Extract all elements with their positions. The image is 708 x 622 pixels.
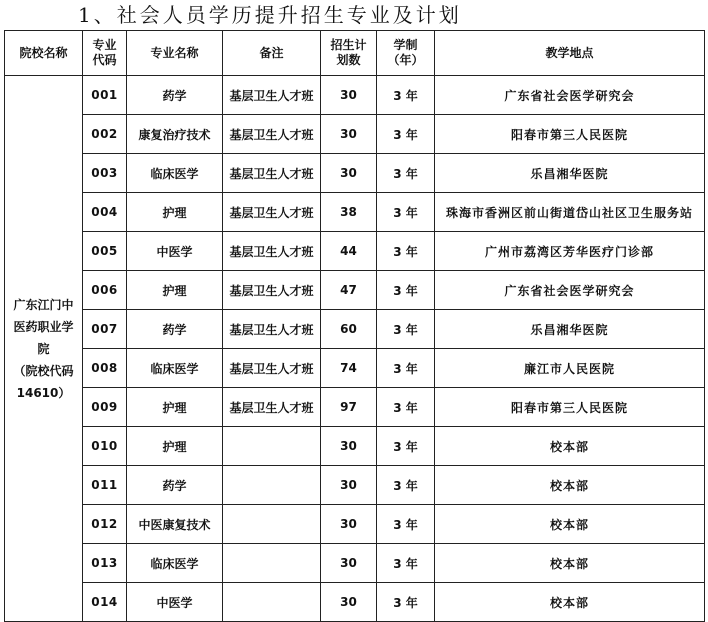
table-row <box>5 232 705 271</box>
major-name-cell: 护理 <box>127 271 223 310</box>
major-code-cell: 014 <box>83 583 127 622</box>
table-row <box>5 271 705 310</box>
location-cell: 乐昌湘华医院 <box>435 154 705 193</box>
header-code: 专业 代码 <box>83 31 127 76</box>
quota-cell: 30 <box>321 466 377 505</box>
note-cell: 基层卫生人才班 <box>223 115 321 154</box>
table-row <box>5 505 705 544</box>
years-cell: 3 年 <box>377 76 435 115</box>
location-cell: 校本部 <box>435 427 705 466</box>
years-cell: 3 年 <box>377 544 435 583</box>
major-code-cell: 002 <box>83 115 127 154</box>
quota-cell: 30 <box>321 76 377 115</box>
table-row <box>5 427 705 466</box>
header-quota: 招生计 划数 <box>321 31 377 76</box>
major-code-cell: 011 <box>83 466 127 505</box>
years-cell: 3 年 <box>377 115 435 154</box>
school-name-line: 广东江门中 <box>13 297 74 312</box>
location-cell: 阳春市第三人民医院 <box>435 115 705 154</box>
note-cell: 基层卫生人才班 <box>223 349 321 388</box>
years-cell: 3 年 <box>377 232 435 271</box>
header-location: 教学地点 <box>435 31 705 76</box>
quota-cell: 44 <box>321 232 377 271</box>
major-code-cell: 001 <box>83 76 127 115</box>
note-cell <box>223 583 321 622</box>
table-header-row <box>5 31 705 76</box>
table-row <box>5 154 705 193</box>
major-code-cell: 007 <box>83 310 127 349</box>
location-cell: 校本部 <box>435 583 705 622</box>
quota-cell: 30 <box>321 427 377 466</box>
years-cell: 3 年 <box>377 349 435 388</box>
major-code-cell: 009 <box>83 388 127 427</box>
major-name-cell: 中医学 <box>127 583 223 622</box>
school-name-line: 医药职业学 <box>13 319 74 334</box>
note-cell <box>223 466 321 505</box>
quota-cell: 74 <box>321 349 377 388</box>
quota-cell: 30 <box>321 583 377 622</box>
years-cell: 3 年 <box>377 388 435 427</box>
note-cell <box>223 505 321 544</box>
table-row <box>5 310 705 349</box>
note-cell: 基层卫生人才班 <box>223 154 321 193</box>
school-name-cell <box>5 76 83 622</box>
location-cell: 廉江市人民医院 <box>435 349 705 388</box>
major-name-cell: 护理 <box>127 427 223 466</box>
major-name-cell: 临床医学 <box>127 544 223 583</box>
major-code-cell: 005 <box>83 232 127 271</box>
note-cell <box>223 427 321 466</box>
location-cell: 广东省社会医学研究会 <box>435 76 705 115</box>
location-cell: 阳春市第三人民医院 <box>435 388 705 427</box>
school-name-line: 14610） <box>16 385 71 400</box>
location-cell: 广东省社会医学研究会 <box>435 271 705 310</box>
major-name-cell: 药学 <box>127 310 223 349</box>
major-name-cell: 中医学 <box>127 232 223 271</box>
location-cell: 校本部 <box>435 544 705 583</box>
quota-cell: 47 <box>321 271 377 310</box>
school-name-line: （院校代码 <box>13 363 74 378</box>
quota-cell: 30 <box>321 544 377 583</box>
years-cell: 3 年 <box>377 583 435 622</box>
table-row <box>5 466 705 505</box>
years-cell: 3 年 <box>377 193 435 232</box>
quota-cell: 30 <box>321 115 377 154</box>
location-cell: 广州市荔湾区芳华医疗门诊部 <box>435 232 705 271</box>
table-row <box>5 388 705 427</box>
years-cell: 3 年 <box>377 505 435 544</box>
note-cell: 基层卫生人才班 <box>223 193 321 232</box>
years-cell: 3 年 <box>377 466 435 505</box>
quota-cell: 38 <box>321 193 377 232</box>
location-cell: 校本部 <box>435 466 705 505</box>
location-cell: 珠海市香洲区前山街道岱山社区卫生服务站 <box>435 193 705 232</box>
major-code-cell: 010 <box>83 427 127 466</box>
header-school: 院校名称 <box>5 31 83 76</box>
location-cell: 乐昌湘华医院 <box>435 310 705 349</box>
major-name-cell: 药学 <box>127 466 223 505</box>
table-row <box>5 115 705 154</box>
major-name-cell: 临床医学 <box>127 349 223 388</box>
major-name-cell: 护理 <box>127 193 223 232</box>
header-major: 专业名称 <box>127 31 223 76</box>
location-cell: 校本部 <box>435 505 705 544</box>
major-name-cell: 康复治疗技术 <box>127 115 223 154</box>
table-row <box>5 583 705 622</box>
years-cell: 3 年 <box>377 154 435 193</box>
school-name-line: 院 <box>37 341 50 356</box>
years-cell: 3 年 <box>377 427 435 466</box>
major-name-cell: 药学 <box>127 76 223 115</box>
page-title: 1、社会人员学历提升招生专业及计划 <box>78 3 462 27</box>
note-cell: 基层卫生人才班 <box>223 76 321 115</box>
major-code-cell: 006 <box>83 271 127 310</box>
table-row <box>5 193 705 232</box>
table-row <box>5 544 705 583</box>
major-code-cell: 013 <box>83 544 127 583</box>
years-cell: 3 年 <box>377 310 435 349</box>
table-row <box>5 76 705 115</box>
quota-cell: 97 <box>321 388 377 427</box>
note-cell: 基层卫生人才班 <box>223 388 321 427</box>
note-cell: 基层卫生人才班 <box>223 271 321 310</box>
note-cell: 基层卫生人才班 <box>223 310 321 349</box>
header-years: 学制 （年） <box>377 31 435 76</box>
quota-cell: 30 <box>321 505 377 544</box>
header-note: 备注 <box>223 31 321 76</box>
quota-cell: 60 <box>321 310 377 349</box>
major-code-cell: 012 <box>83 505 127 544</box>
major-code-cell: 004 <box>83 193 127 232</box>
major-name-cell: 护理 <box>127 388 223 427</box>
note-cell <box>223 544 321 583</box>
enrollment-plan-table <box>4 30 705 622</box>
major-code-cell: 003 <box>83 154 127 193</box>
major-name-cell: 中医康复技术 <box>127 505 223 544</box>
years-cell: 3 年 <box>377 271 435 310</box>
major-name-cell: 临床医学 <box>127 154 223 193</box>
quota-cell: 30 <box>321 154 377 193</box>
major-code-cell: 008 <box>83 349 127 388</box>
table-row <box>5 349 705 388</box>
note-cell: 基层卫生人才班 <box>223 232 321 271</box>
